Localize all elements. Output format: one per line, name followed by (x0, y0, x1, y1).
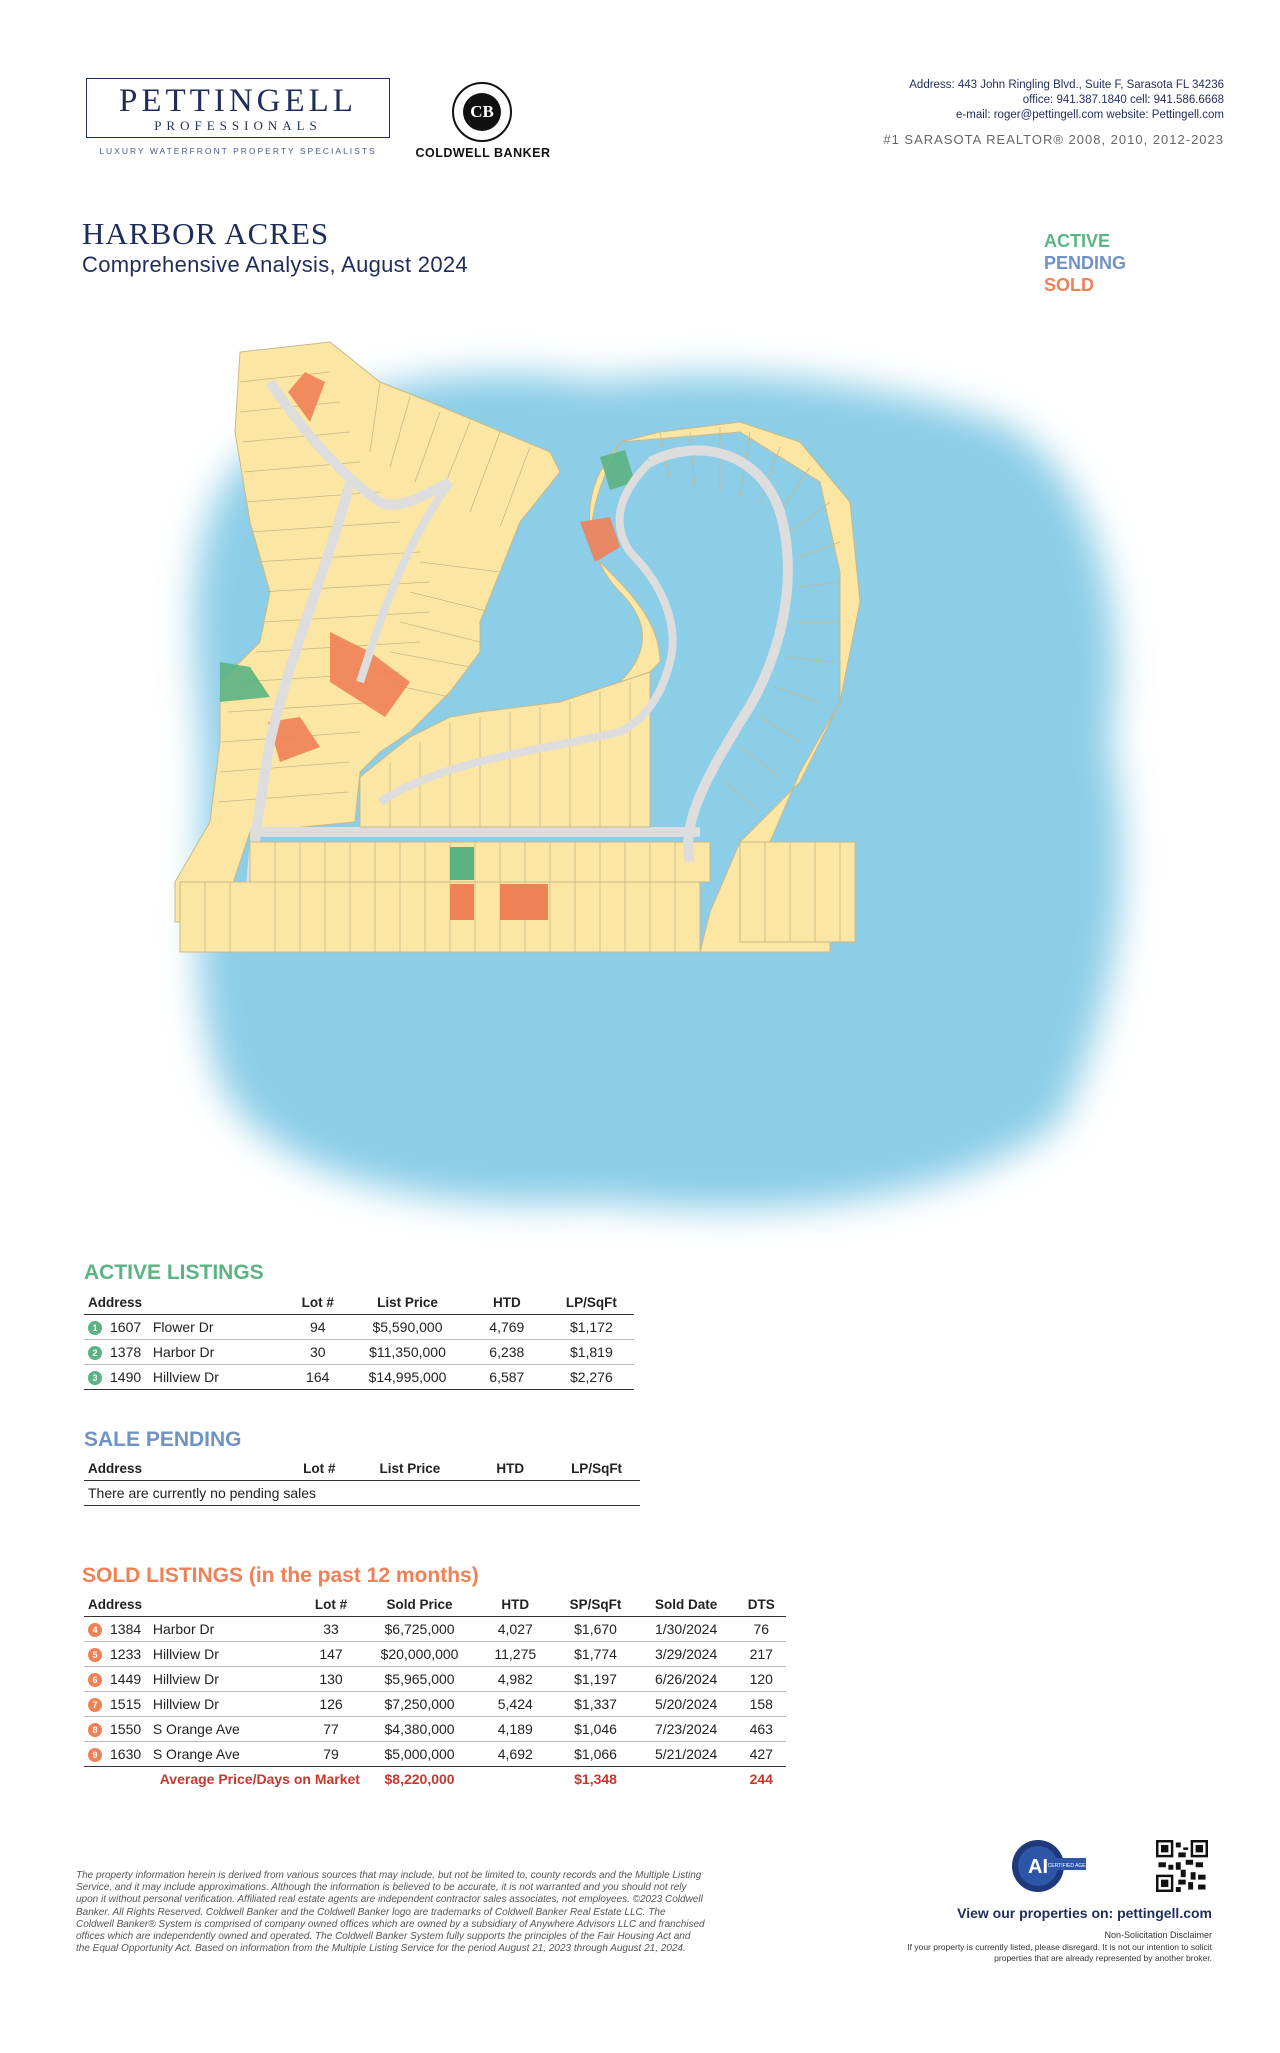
street-name: Flower Dr (152, 1319, 214, 1335)
address-cell (84, 1692, 298, 1717)
street-name: S Orange Ave (152, 1746, 240, 1762)
col-psf: SP/SqFt (555, 1592, 635, 1617)
street-name: Hillview Dr (152, 1646, 219, 1662)
psf-cell: $1,066 (555, 1742, 635, 1767)
non-solicitation-text: If your property is currently listed, please disregard. It is not our intention to solicit properties that are already represented by another broker. (907, 1942, 1212, 1963)
no-pending-message: There are currently no pending sales (84, 1481, 640, 1506)
south-parcel (180, 832, 710, 952)
sold-listings-table (84, 1592, 786, 1791)
table-row (84, 1315, 634, 1340)
col-price: List Price (352, 1456, 467, 1481)
lot-cell: 30 (285, 1340, 350, 1365)
average-row (84, 1767, 786, 1792)
date-cell: 6/26/2024 (636, 1667, 737, 1692)
htd-cell: 4,769 (465, 1315, 549, 1340)
logo-subtitle: PROFESSIONALS (154, 118, 322, 133)
date-cell: 3/29/2024 (636, 1642, 737, 1667)
coldwell-banker-emblem-icon (452, 82, 512, 142)
col-psf: LP/SqFt (553, 1456, 640, 1481)
street-name: Hillview Dr (152, 1696, 219, 1712)
htd-cell: 6,587 (465, 1365, 549, 1390)
psf-cell: $1,819 (549, 1340, 634, 1365)
average-htd-empty (475, 1767, 555, 1792)
dts-cell: 463 (737, 1717, 786, 1742)
date-cell: 5/20/2024 (636, 1692, 737, 1717)
map-marker-icon: 3 (88, 1371, 102, 1385)
col-psf: LP/SqFt (549, 1290, 634, 1315)
street-name: Hillview Dr (152, 1369, 219, 1385)
table-header-row (84, 1290, 634, 1315)
col-lot: Lot # (286, 1456, 352, 1481)
table-row (84, 1617, 786, 1642)
active-listings-title: ACTIVE LISTINGS (84, 1261, 264, 1284)
lot-cell: 147 (298, 1642, 364, 1667)
col-dts: DTS (737, 1592, 786, 1617)
legend-sold: SOLD (1044, 275, 1095, 295)
psf-cell: $1,337 (555, 1692, 635, 1717)
map-marker-icon: 6 (88, 1673, 102, 1687)
cb-monogram: CB (463, 93, 501, 131)
report-subtitle: Comprehensive Analysis, August 2024 (82, 252, 468, 277)
legend-active: ACTIVE (1044, 231, 1111, 251)
street-number: 1607 (110, 1319, 142, 1335)
subdivision-plat-map (180, 322, 1140, 1252)
date-cell: 5/21/2024 (636, 1742, 737, 1767)
legal-disclaimer: The property information herein is derived from various sources that may include, but not be limited to, county records and the Multiple Listing Service, and it may include approximations. Although the information is believed to be accurate, it is not warranted and you should not rely upon it without personal verification. Affiliated real estate agents are independent contractor sales associates, not employees. ©2023 Coldwell Banker. All Rights Reserved. Coldwell Banker and the Coldwell Banker logo are trademarks of Coldwell Banker Real Estate LLC. The Coldwell Banker® System is comprised of company owned offices which are owned by a subsidiary of Anywhere Advisors LLC and franchised offices which are independently owned and operated. The Coldwell Banker System fully supports the principles of the Fair Housing Act and the Equal Opportunity Act. Based on information from the Multiple Listing Service for the period August 21, 2023 through August 21, 2024. (76, 1870, 705, 1955)
date-cell: 7/23/2024 (636, 1717, 737, 1742)
map-marker-icon: 5 (88, 1648, 102, 1662)
col-price: Sold Price (364, 1592, 475, 1617)
status-legend (1044, 230, 1126, 296)
date-cell: 1/30/2024 (636, 1617, 737, 1642)
average-psf: $1,348 (574, 1771, 617, 1787)
price-cell: $11,350,000 (350, 1340, 465, 1365)
lot-cell: 164 (285, 1365, 350, 1390)
col-sold-date: Sold Date (636, 1592, 737, 1617)
street-name: Harbor Dr (152, 1344, 215, 1360)
street-number: 1378 (110, 1344, 142, 1360)
sold-listings-title: SOLD LISTINGS (in the past 12 months) (82, 1564, 479, 1587)
htd-cell: 4,692 (475, 1742, 555, 1767)
average-price: $8,220,000 (384, 1771, 455, 1787)
map-marker-icon: 7 (88, 1698, 102, 1712)
col-htd: HTD (465, 1290, 549, 1315)
address-cell (84, 1742, 298, 1767)
address-cell (84, 1315, 285, 1340)
htd-cell: 5,424 (475, 1692, 555, 1717)
street-number: 1490 (110, 1369, 142, 1385)
lot-cell: 33 (298, 1617, 364, 1642)
qr-code-icon[interactable] (1156, 1840, 1208, 1892)
street-number: 1630 (110, 1746, 142, 1762)
sale-pending-table (84, 1456, 640, 1506)
table-row (84, 1717, 786, 1742)
col-htd: HTD (475, 1592, 555, 1617)
table-header-row (84, 1592, 786, 1617)
price-cell: $20,000,000 (364, 1642, 475, 1667)
col-price: List Price (350, 1290, 465, 1315)
col-address: Address (84, 1592, 298, 1617)
street-name: Harbor Dr (152, 1621, 215, 1637)
lot-77-sold (500, 884, 548, 920)
htd-cell: 4,982 (475, 1667, 555, 1692)
price-cell: $5,000,000 (364, 1742, 475, 1767)
lot-cell: 94 (285, 1315, 350, 1340)
htd-cell: 6,238 (465, 1340, 549, 1365)
view-properties-link[interactable]: View our properties on: pettingell.com (957, 1905, 1212, 1921)
dts-cell: 76 (737, 1617, 786, 1642)
street-number: 1233 (110, 1646, 142, 1662)
coldwell-banker-name: COLDWELL BANKER (415, 146, 551, 160)
address-cell (84, 1340, 285, 1365)
report-title: HARBOR ACRES (82, 216, 330, 251)
lot-cell: 79 (298, 1742, 364, 1767)
table-header-row (84, 1456, 640, 1481)
street-number: 1515 (110, 1696, 142, 1712)
contact-phone: office: 941.387.1840 cell: 941.586.6668 (1022, 94, 1224, 106)
col-htd: HTD (467, 1456, 553, 1481)
street-number: 1449 (110, 1671, 142, 1687)
average-dts: 244 (749, 1771, 773, 1787)
address-cell (84, 1667, 298, 1692)
average-date-empty (636, 1767, 737, 1792)
price-cell: $6,725,000 (364, 1617, 475, 1642)
htd-cell: 11,275 (475, 1642, 555, 1667)
table-row (84, 1742, 786, 1767)
col-lot: Lot # (298, 1592, 364, 1617)
realtor-award: #1 SARASOTA REALTOR® 2008, 2010, 2012-2023 (883, 132, 1224, 147)
table-row (84, 1365, 634, 1390)
table-row (84, 1692, 786, 1717)
psf-cell: $1,172 (549, 1315, 634, 1340)
street-number: 1384 (110, 1621, 142, 1637)
dts-cell: 217 (737, 1642, 786, 1667)
psf-cell: $1,197 (555, 1667, 635, 1692)
lot-94-active (450, 847, 474, 880)
logo-tagline: LUXURY WATERFRONT PROPERTY SPECIALISTS (99, 146, 377, 156)
dts-cell: 427 (737, 1742, 786, 1767)
logo-name: PETTINGELL (119, 83, 357, 119)
psf-cell: $2,276 (549, 1365, 634, 1390)
street-name: S Orange Ave (152, 1721, 240, 1737)
address-cell (84, 1717, 298, 1742)
dts-cell: 158 (737, 1692, 786, 1717)
psf-cell: $1,670 (555, 1617, 635, 1642)
average-label: Average Price/Days on Market (159, 1771, 360, 1787)
contact-web: e-mail: roger@pettingell.com website: Pettingell.com (956, 109, 1224, 121)
ai-badge-sub: CERTIFIED AGENT (1047, 1863, 1093, 1869)
map-marker-icon: 1 (88, 1321, 102, 1335)
legend-pending: PENDING (1044, 253, 1127, 273)
lot-79-sold (450, 884, 474, 920)
lot-cell: 126 (298, 1692, 364, 1717)
contact-address: Address: 443 John Ringling Blvd., Suite F, Sarasota FL 34236 (909, 79, 1224, 91)
col-address: Address (84, 1456, 286, 1481)
street-number: 1550 (110, 1721, 142, 1737)
price-cell: $7,250,000 (364, 1692, 475, 1717)
price-cell: $4,380,000 (364, 1717, 475, 1742)
price-cell: $5,965,000 (364, 1667, 475, 1692)
pettingell-logo (86, 78, 390, 138)
map-marker-icon: 8 (88, 1723, 102, 1737)
price-cell: $5,590,000 (350, 1315, 465, 1340)
address-cell (84, 1617, 298, 1642)
psf-cell: $1,774 (555, 1642, 635, 1667)
col-lot: Lot # (285, 1290, 350, 1315)
table-row (84, 1642, 786, 1667)
table-row (84, 1667, 786, 1692)
htd-cell: 4,189 (475, 1717, 555, 1742)
lot-cell: 130 (298, 1667, 364, 1692)
price-cell: $14,995,000 (350, 1365, 465, 1390)
table-row (84, 1481, 640, 1506)
non-solicitation-title: Non-Solicitation Disclaimer (1104, 1930, 1212, 1940)
street-name: Hillview Dr (152, 1671, 219, 1687)
address-cell (84, 1365, 285, 1390)
dts-cell: 120 (737, 1667, 786, 1692)
sale-pending-title: SALE PENDING (84, 1428, 242, 1451)
address-cell (84, 1642, 298, 1667)
map-marker-icon: 4 (88, 1623, 102, 1637)
active-listings-table (84, 1290, 634, 1390)
map-marker-icon: 2 (88, 1346, 102, 1360)
table-row (84, 1340, 634, 1365)
ai-certified-agent-badge-icon (1010, 1838, 1093, 1894)
htd-cell: 4,027 (475, 1617, 555, 1642)
lot-cell: 77 (298, 1717, 364, 1742)
psf-cell: $1,046 (555, 1717, 635, 1742)
map-marker-icon: 9 (88, 1748, 102, 1762)
col-address: Address (84, 1290, 285, 1315)
ai-badge-text: AI (1028, 1856, 1048, 1878)
